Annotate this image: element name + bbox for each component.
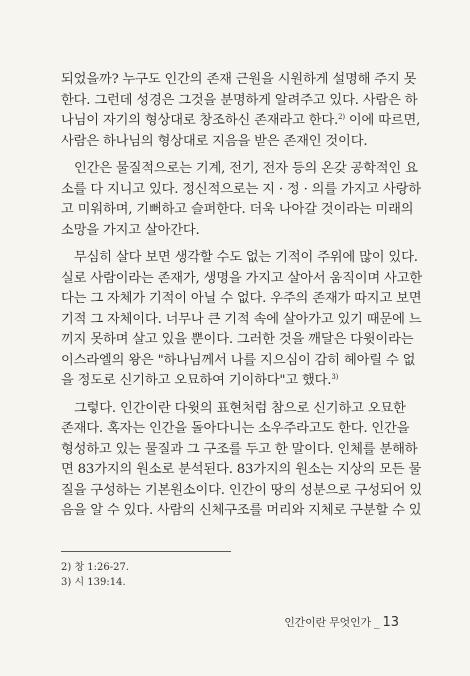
footnote: 3) 시 139:14.	[61, 577, 126, 588]
running-footer	[284, 614, 399, 630]
text-line-segment: 을 정도로 신기하고 오묘하여 기이하다"고 했다.	[61, 373, 332, 388]
text-line: 그렇다. 인간이란 다윗의 표현처럼 참으로 신기하고 오묘한	[74, 400, 406, 416]
text-line: 끼지 못하며 살고 있을 뿐이다. 그러한 것을 깨달은 다윗이라는	[61, 332, 414, 347]
text-line: 고 미워하며, 기뻐하고 슬퍼한다. 더욱 나아갈 것이라는 미래의	[61, 202, 414, 217]
text-line	[61, 111, 421, 132]
text-line: 인간은 물질적으로는 기계, 전기, 전자 등의 온갖 공학적인 요	[74, 161, 418, 176]
paragraph	[61, 399, 422, 522]
text-line-segment: 나님이 자기의 형상대로 창조하신 존재라고 한다.	[61, 113, 339, 128]
footnote-reference[interactable]: 3)	[331, 373, 339, 381]
text-line-segment: 이에 따르면,	[344, 113, 421, 128]
page-number: 13	[382, 615, 399, 630]
text-line: 소망을 가지고 살아간다.	[61, 222, 200, 238]
text-line: 실로 사람이라는 존재가, 생명을 가지고 살아서 움직이며 사고한	[61, 270, 422, 286]
paragraph	[61, 70, 421, 152]
text-line: 되었을까? 누구도 인간의 존재 근원을 시원하게 설명해 주지 못	[61, 72, 417, 87]
body-text	[61, 70, 422, 522]
footnote-divider	[61, 551, 231, 552]
footnote: 2) 창 1:26-27.	[61, 562, 130, 573]
text-line	[61, 371, 399, 392]
text-line: 존재다. 혹자는 인간을 돌아다니는 소우주라고도 한다. 인간을	[61, 421, 410, 436]
text-line: 기적 그 자체이다. 너무나 큰 기적 속에 살아가고 있기 때문에 느	[61, 311, 422, 327]
text-line: 소를 다 지니고 있다. 정신적으로는 지 · 정 · 의를 가지고 사랑하	[61, 181, 421, 197]
text-line: 사람은 하나님의 형상대로 지음을 받은 존재인 것이다.	[61, 133, 368, 149]
paragraph	[61, 159, 421, 241]
footnote-reference[interactable]: 2)	[338, 113, 345, 121]
text-line: 형성하고 있는 물질과 그 구조를 두고 한 말이다. 인체를 분해하	[61, 441, 418, 457]
paragraph	[61, 248, 422, 392]
footnotes	[61, 560, 261, 590]
text-line: 다는 그 자체가 기적이 아닐 수 없다. 우주의 존재가 따지고 보면	[61, 291, 422, 306]
text-line: 한다. 그런데 성경은 그것을 분명하게 알려주고 있다. 사람은 하	[61, 92, 418, 108]
text-line: 면 83가지의 원소로 분석된다. 83가지의 원소는 지상의 모든 물	[61, 462, 422, 477]
text-line: 이스라엘의 왕은 "하나님께서 나를 지으심이 감히 헤아릴 수 없	[61, 352, 416, 368]
footer-separator: _	[373, 616, 380, 629]
text-line: 질을 구성하는 기본원소이다. 인간이 땅의 성분으로 구성되어 있	[61, 482, 422, 498]
running-title: 인간이란 무엇인가	[284, 616, 371, 629]
text-line: 무심히 살다 보면 생각할 수도 없는 기적이 주위에 많이 있다.	[74, 250, 418, 265]
text-line: 음을 알 수 있다. 사람의 신체구조를 머리와 지체로 구분할 수 있	[61, 503, 422, 518]
